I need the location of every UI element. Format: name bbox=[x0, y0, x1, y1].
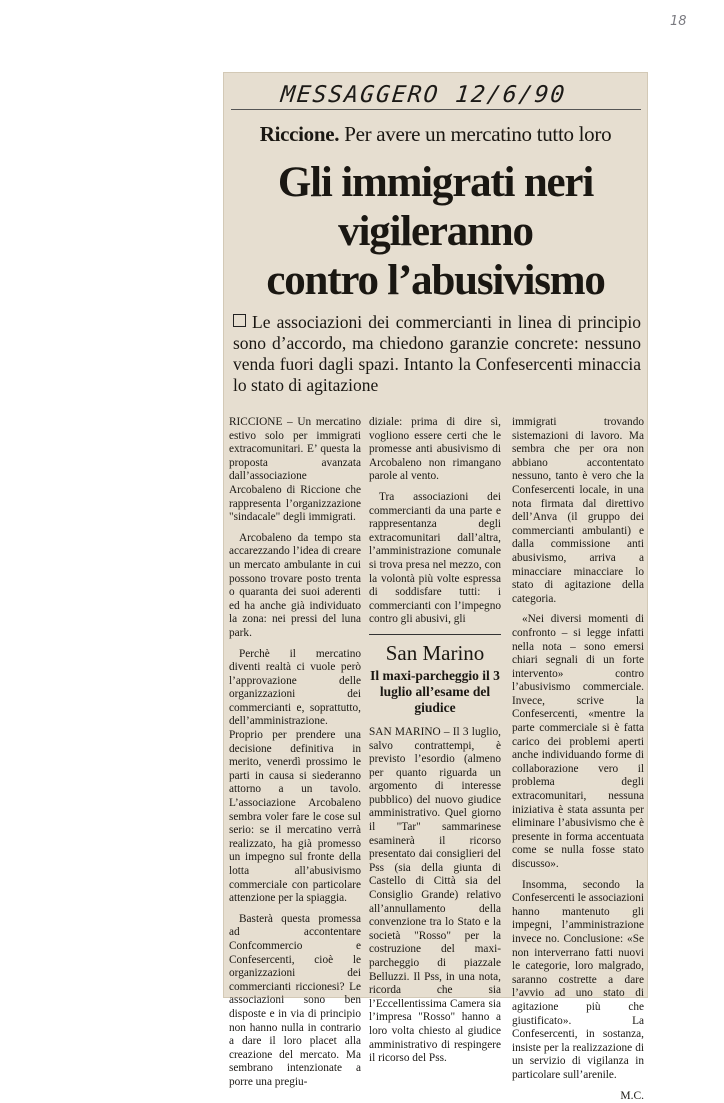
author-signature: M.C. bbox=[512, 1090, 644, 1103]
article-paragraph: RICCIONE – Un mercatino estivo solo per immigrati extracomunitari. E’ questa la proposta avanzata dall’associazione Arcobaleno di Riccione che rappresenta l’organizzazione "sindacale" degli immigrati. bbox=[229, 416, 361, 525]
kicker-text: Per avere un mercatino tutto loro bbox=[344, 122, 611, 146]
article-paragraph: Arcobaleno da tempo sta accarezzando l’idea di creare un mercato ambulante in cui possono trovare posto trenta o quaranta dei suoi aderenti ed ha anche già individuato la zona: nei pressi del luna park. bbox=[229, 532, 361, 641]
masthead-rule bbox=[231, 109, 641, 110]
headline bbox=[223, 158, 648, 305]
sidebar-rule bbox=[369, 634, 501, 635]
deck-text: Le associazioni dei commercianti in linea di principio sono d’accordo, ma chiedono garanzie concrete: nessuno venda fuori dagli spazi. Intanto la Confesercenti minaccia lo stato di agitazione bbox=[233, 312, 641, 395]
article-paragraph: Tra associazioni dei commercianti da una parte e rappresentanza degli extracomunitari dall’altra, l’amministrazione comunale si trova presa nel mezzo, con la volontà più volte espressa di soddisfare tutti: i commercianti con l’impegno contro gli abusivi, gli bbox=[369, 491, 501, 627]
article-paragraph: «Nei diversi momenti di confronto – si legge infatti nella nota – sono emersi chiari segnali di un forte intervento» contro l’abusivismo commerciale. Invece, scrive la Confesercenti, «mentre la parte commerciale si è fatta carico dei problemi aperti anche individuando forme di collaborazione vero il problema degli extracomunitari, nessuna iniziativa è stata assunta per eliminare l’abusivismo che è presente in forma accentuata come se nulla fosse stato discusso». bbox=[512, 613, 644, 871]
headline-line: contro l’abusivismo bbox=[223, 256, 648, 305]
headline-line: vigileranno bbox=[223, 207, 648, 256]
sidebar-title: San Marino bbox=[369, 641, 501, 665]
deck bbox=[233, 312, 641, 396]
article-paragraph: immigrati trovando sistemazioni di lavoro. Ma sembra che per ora non abbiano accontentato nessuno, tanto è vero che la Confesercenti locale, in una nota firmata dal direttivo dell’Anva (il gruppo dei commercianti ambulanti) e dalla commissione anti abusivismo, arriva a minacciare minacciare lo stato di agitazione della categoria. bbox=[512, 416, 644, 606]
headline-line: Gli immigrati neri bbox=[223, 158, 648, 207]
article-paragraph: Perchè il mercatino diventi realtà ci vuole però l’approvazione delle organizzazioni dei commercianti e, soprattutto, dell’amministrazione. Proprio per prendere una decisione definitiva in merito, venerdì prossimo le parti in causa si siederanno attorno a un tavolo. L’associazione Arcobaleno sembra voler fare le cose sul serio: se il mercatino verrà realizzato, ha già promesso un impegno sul fronte della lotta all’abusivismo commerciale con particolare attenzione per la spiaggia. bbox=[229, 648, 361, 906]
article-column-2 bbox=[369, 416, 501, 1073]
page-number: 18 bbox=[670, 14, 687, 29]
kicker bbox=[223, 122, 648, 147]
article-paragraph: diziale: prima di dire sì, vogliono essere certi che le promesse anti abusivismo di Arcobaleno non rimangano parole al vento. bbox=[369, 416, 501, 484]
square-bullet-icon bbox=[233, 314, 246, 327]
article-column-1 bbox=[229, 416, 361, 1097]
sidebar-paragraph: SAN MARINO – Il 3 luglio, salvo contrattempi, è previsto l’esordio (almeno per quanto riguarda un argomento di interesse pubblico) del nuovo giudice amministrativo. Quel giorno il "Tar" sammarinese esaminerà il ricorso presentato dai consiglieri del Pss (sia della giunta di Castello di Città sia del Consiglio Grande) relativo all’annullamento della convenzione tra lo Stato e la società "Rosso" per la costruzione del maxi-parcheggio di piazzale Belluzzi. Il Pss, in una nota, ricorda che sia l’Eccellentissima Camera sia l’impresa "Rosso" hanno a loro volta chiesto al giudice amministrativo di respingere il ricorso del Pss. bbox=[369, 726, 501, 1066]
sidebar-headline: Il maxi-parcheggio il 3 luglio all’esame del giudice bbox=[369, 668, 501, 716]
article-paragraph: Basterà questa promessa ad accontentare Confcommercio e Confesercenti, cioè le organizzazioni dei commercianti riccionesi? Le associazioni sono ben disposte e in via di principio non hanno nulla in contrario a dare il loro placet alla creazione del mercato. Ma sembrano intenzionate a porre una pregiu- bbox=[229, 913, 361, 1090]
kicker-place: Riccione. bbox=[260, 122, 340, 146]
masthead: MESSAGGERO 12/6/90 bbox=[280, 82, 583, 108]
article-paragraph: Insomma, secondo la Confesercenti le associazioni hanno mantenuto gli impegni, l’amministrazione invece no. Conclusione: «Se non interverrano fatti nuovi le categorie, loro malgrado, saranno costrette a dare l’avvio ad uno stato di agitazione più che giustificato». La Confesercenti, in sostanza, insiste per la realizzazione di un servizio di vigilanza in particolare sull’arenile. bbox=[512, 879, 644, 1083]
newspaper-clipping bbox=[223, 72, 648, 998]
article-column-3 bbox=[512, 416, 644, 1103]
